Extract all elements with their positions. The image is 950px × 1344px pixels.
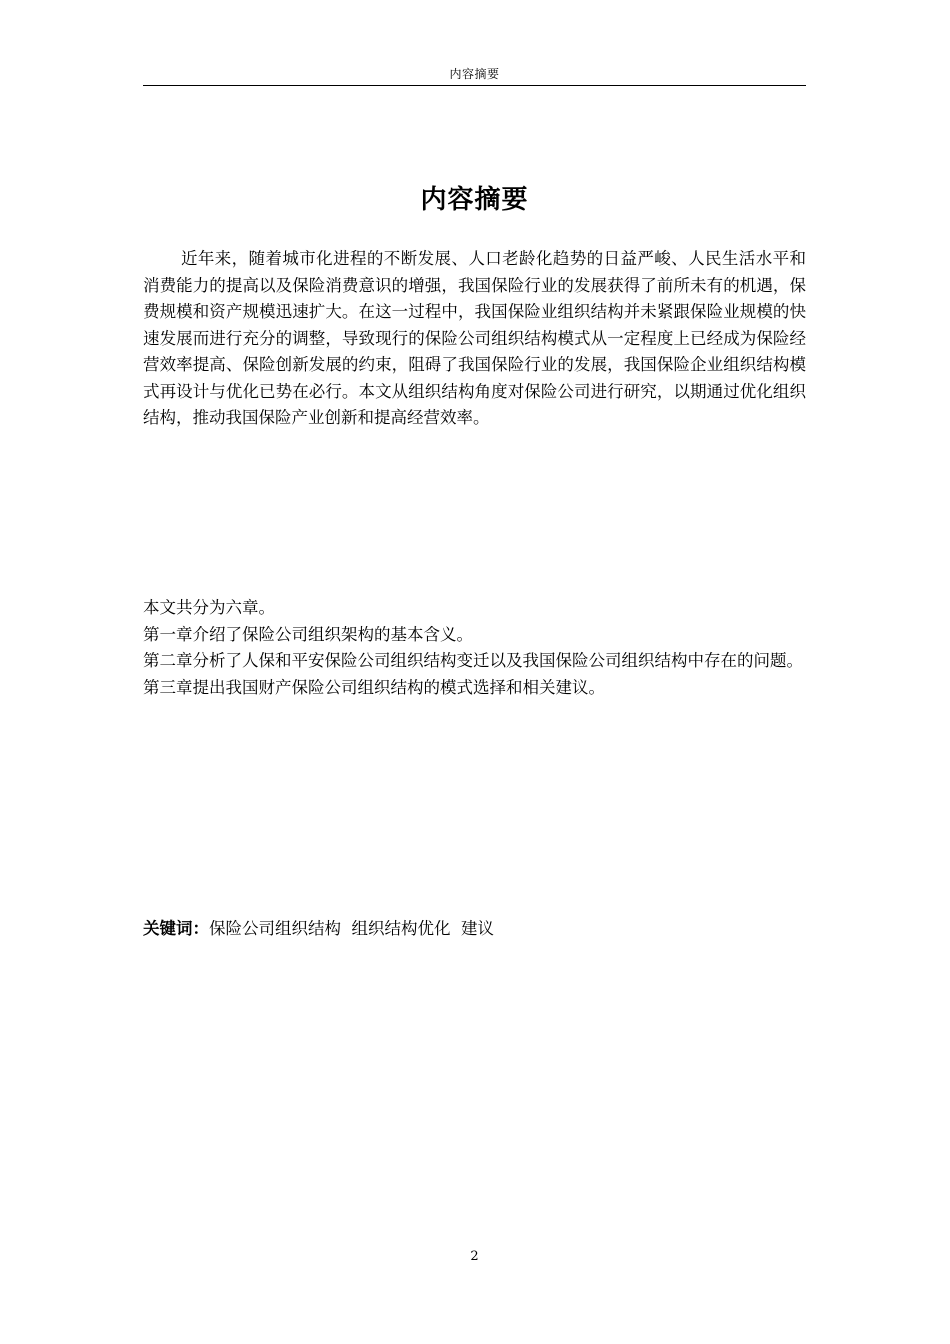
page-title: 内容摘要	[420, 185, 529, 215]
keywords-line	[143, 916, 806, 943]
abstract-paragraph: 近年来，随着城市化进程的不断发展、人口老龄化趋势的日益严峻、人民生活水平和消费能力的提高以及保险消费意识的增强，我国保险行业的发展获得了前所未有的机遇，保费规模和资产规模迅速扩大。在这一过程中，我国保险业组织结构并未紧跟保险业规模的快速发展而进行充分的调整，导致现行的保险公司组织结构模式从一定程度上已经成为保险经营效率提高、保险创新发展的约束，阻碍了我国保险行业的发展，我国保险企业组织结构模式再设计与优化已势在必行。本文从组织结构角度对保险公司进行研究，以期通过优化组织结构，推动我国保险产业创新和提高经营效率。	[143, 249, 806, 427]
running-header: 内容摘要	[449, 67, 500, 81]
chapter-summary-list	[143, 595, 806, 701]
list-item: 本文共分为六章。	[143, 598, 275, 617]
header-divider	[143, 85, 806, 86]
keywords-label: 关键词：	[143, 919, 209, 938]
list-item: 第一章介绍了保险公司组织架构的基本含义。	[143, 624, 473, 644]
keywords-value: 保险公司组织结构 组织结构优化 建议	[209, 919, 494, 938]
list-item: 第三章提出我国财产保险公司组织结构的模式选择和相关建议。	[143, 677, 605, 697]
page-number: 2	[470, 1249, 479, 1264]
list-item: 第二章分析了人保和平安保险公司组织结构变迁以及我国保险公司组织结构中存在的问题。	[143, 651, 803, 670]
